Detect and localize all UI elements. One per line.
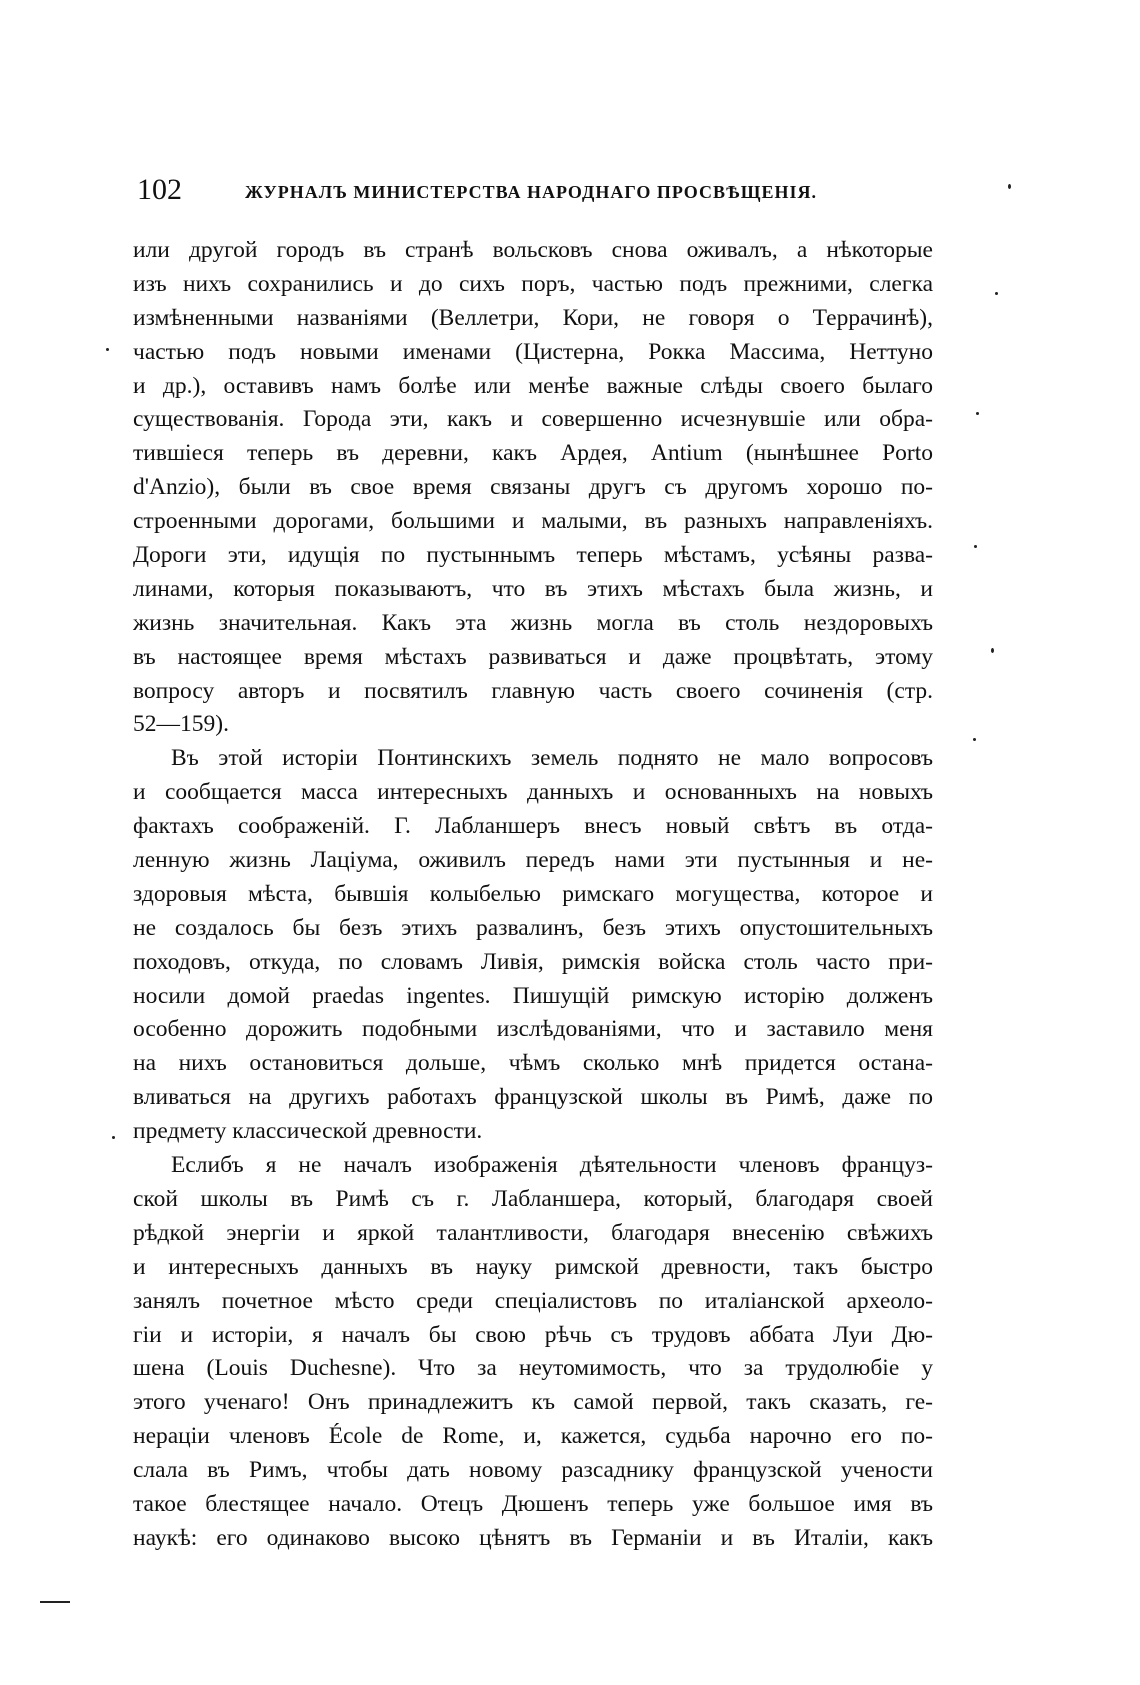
text-line: Еслибъ я не началъ изображенія дѣятельности членовъ француз-	[171, 1152, 933, 1179]
text-line: d'Anzio), были въ свое время связаны другъ съ другомъ хорошо по-	[133, 474, 933, 501]
text-line: носили домой praedas ingentes. Пишущій римскую исторію долженъ	[133, 982, 933, 1009]
text-line: особенно дорожить подобными изслѣдованіями, что и заставило меня	[133, 1016, 933, 1043]
text-line: и др.), оставивъ намъ болѣе или менѣе важные слѣды своего былаго	[133, 372, 933, 399]
text-line: въ настоящее время мѣстахъ развиваться и даже процвѣтать, этому	[133, 643, 933, 670]
text-line: этого ученаго! Онъ принадлежитъ къ самой первой, такъ сказать, ге-	[133, 1389, 933, 1416]
scan-mark	[40, 1601, 70, 1603]
text-line: такое блестящее начало. Отецъ Дюшенъ теперь уже большое имя въ	[133, 1490, 933, 1517]
text-line: гіи и исторіи, я началъ бы свою рѣчь съ трудовъ аббата Луи Дю-	[133, 1321, 933, 1348]
scan-speck	[976, 412, 979, 415]
text-line: рѣдкой энергіи и яркой талантливости, благодаря внесенію свѣжихъ	[133, 1219, 933, 1246]
text-line: линами, которыя показываютъ, что въ этихъ мѣстахъ была жизнь, и	[133, 575, 933, 602]
scan-speck	[974, 545, 977, 548]
text-line: изъ нихъ сохранились и до сихъ поръ, частью подъ прежними, слегка	[133, 270, 933, 297]
scan-speck	[106, 348, 109, 351]
text-line: на нихъ остановиться дольше, чѣмъ сколько мнѣ придется остана-	[133, 1050, 933, 1077]
text-line: строенными дорогами, большими и малыми, въ разныхъ направленіяхъ.	[133, 508, 933, 535]
scan-speck	[112, 1136, 115, 1139]
text-line: измѣненными названіями (Веллетри, Кори, не говоря о Террачинѣ),	[133, 304, 933, 331]
text-line: занялъ почетное мѣсто среди спеціалистовъ по италіанской археоло-	[133, 1287, 933, 1314]
text-line: ленную жизнь Лаціума, оживилъ передъ нами эти пустынныя и не-	[133, 847, 933, 874]
text-line: фактахъ соображеній. Г. Лабланшеръ внесъ новый свѣтъ въ отда-	[133, 813, 933, 840]
page-number: 102	[137, 173, 182, 206]
text-line: вливаться на другихъ работахъ французской школы въ Римѣ, даже по	[133, 1084, 933, 1111]
text-line: жизнь значительная. Какъ эта жизнь могла въ столь нездоровыхъ	[133, 609, 933, 636]
scan-speck	[973, 738, 976, 741]
text-line: Дороги эти, идущія по пустыннымъ теперь мѣстамъ, усѣяны разва-	[133, 542, 933, 569]
text-line: или другой городъ въ странѣ вольсковъ снова оживалъ, а нѣкоторые	[133, 237, 933, 263]
text-line: тившіеся теперь въ деревни, какъ Ардея, Antium (нынѣшнее Porto	[133, 440, 933, 467]
text-line: Въ этой исторіи Понтинскихъ земель поднято не мало вопросовъ	[171, 745, 933, 772]
text-line: 52—159).	[133, 711, 229, 738]
page-header	[137, 170, 937, 210]
text-line: и сообщается масса интересныхъ данныхъ и основанныхъ на новыхъ	[133, 779, 933, 806]
text-line: нераціи членовъ École de Rome, и, кажется, судьба нарочно его по-	[133, 1423, 933, 1450]
text-line: частью подъ новыми именами (Цистерна, Рокка Массима, Неттуно	[133, 338, 933, 365]
text-line: предмету классической древности.	[133, 1118, 483, 1145]
text-line: походовъ, откуда, по словамъ Ливія, римскія войска столь часто при-	[133, 948, 933, 975]
text-line: вопросу авторъ и посвятилъ главную часть своего сочиненія (стр.	[133, 677, 933, 704]
scan-speck	[991, 648, 994, 653]
scan-speck	[1008, 184, 1011, 189]
text-line: не создалось бы безъ этихъ развалинъ, безъ этихъ опустошительныхъ	[133, 914, 933, 941]
scan-speck	[995, 292, 998, 295]
text-line: и интересныхъ данныхъ въ науку римской древности, такъ быстро	[133, 1253, 933, 1280]
text-line: слала въ Римъ, чтобы дать новому разсаднику французской учености	[133, 1457, 933, 1484]
text-line: ской школы въ Римѣ съ г. Лабланшера, который, благодаря своей	[133, 1185, 933, 1212]
running-title: ЖУРНАЛЪ МИНИСТЕРСТВА НАРОДНАГО ПРОСВѢЩЕНІЯ.	[245, 182, 818, 202]
text-line: наукѣ: его одинаково высоко цѣнятъ въ Германіи и въ Италіи, какъ	[133, 1524, 933, 1551]
text-line: существованія. Города эти, какъ и совершенно исчезнувшіе или обра-	[133, 406, 933, 433]
body-text	[133, 234, 933, 1556]
text-line: здоровыя мѣста, бывшія колыбелью римскаго могущества, которое и	[133, 880, 933, 907]
text-line: шена (Louis Duchesne). Что за неутомимость, что за трудолюбіе у	[133, 1355, 933, 1382]
